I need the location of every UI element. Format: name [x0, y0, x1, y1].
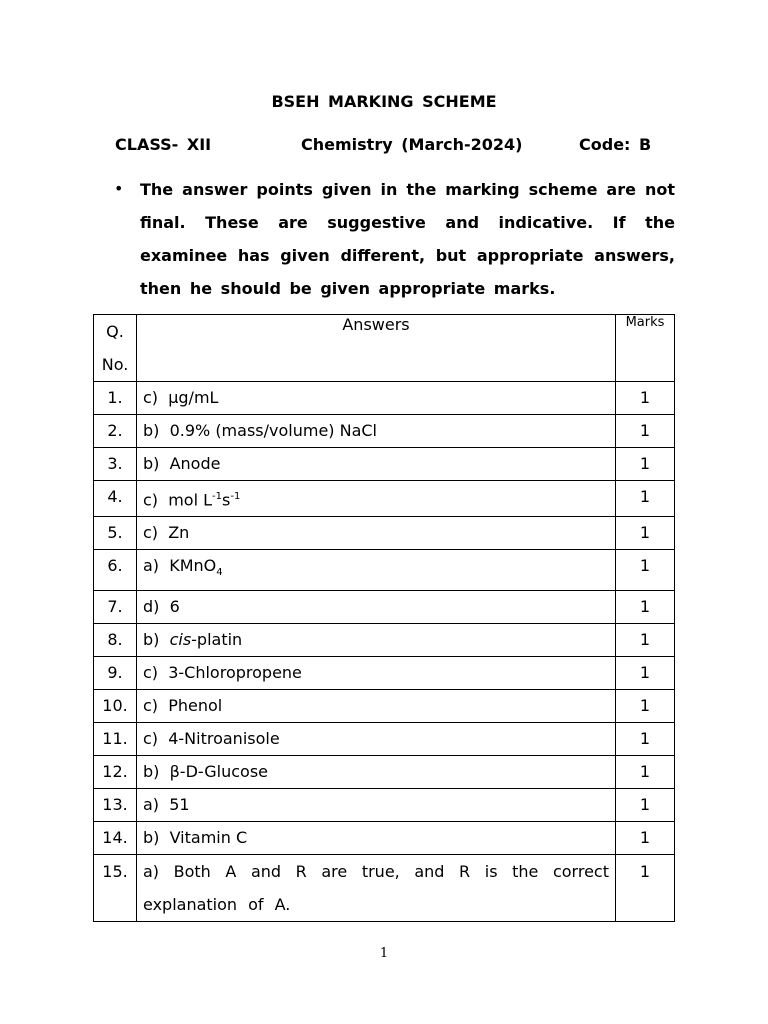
marks-cell: 1	[616, 689, 675, 722]
answer-cell: b) cis-platin	[137, 623, 616, 656]
answer-cell: c) 4-Nitroanisole	[137, 722, 616, 755]
table-row	[94, 590, 675, 623]
marks-cell: 1	[616, 722, 675, 755]
marks-cell: 1	[616, 481, 675, 517]
header-qno: Q. No.	[94, 315, 137, 382]
code-label: Code: B	[579, 135, 652, 154]
table-row	[94, 689, 675, 722]
question-number: 7.	[94, 590, 137, 623]
question-number: 11.	[94, 722, 137, 755]
marks-cell: 1	[616, 854, 675, 921]
answer-cell: a) Both A and R are true, and R is the correct explanation of A.	[137, 854, 616, 921]
marks-cell: 1	[616, 550, 675, 590]
answer-cell: b) β-D-Glucose	[137, 755, 616, 788]
question-number: 12.	[94, 755, 137, 788]
answer-cell: d) 6	[137, 590, 616, 623]
subject-label: Chemistry (March-2024)	[301, 135, 523, 154]
answers-table	[93, 314, 675, 922]
marks-cell: 1	[616, 517, 675, 550]
marks-cell: 1	[616, 821, 675, 854]
table-row	[94, 623, 675, 656]
answer-cell: c) Zn	[137, 517, 616, 550]
answer-cell: a) 51	[137, 788, 616, 821]
answer-cell: c) µg/mL	[137, 382, 616, 415]
question-number: 8.	[94, 623, 137, 656]
answer-cell: c) Phenol	[137, 689, 616, 722]
marks-cell: 1	[616, 656, 675, 689]
table-row	[94, 382, 675, 415]
table-row	[94, 448, 675, 481]
question-number: 15.	[94, 854, 137, 921]
question-number: 6.	[94, 550, 137, 590]
marks-cell: 1	[616, 755, 675, 788]
table-row	[94, 755, 675, 788]
marks-cell: 1	[616, 590, 675, 623]
answer-cell: b) 0.9% (mass/volume) NaCl	[137, 415, 616, 448]
marks-cell: 1	[616, 788, 675, 821]
table-row	[94, 788, 675, 821]
answer-cell: a) KMnO$_4$	[137, 550, 616, 590]
answer-cell: b) Anode	[137, 448, 616, 481]
marks-cell: 1	[616, 623, 675, 656]
document-title: BSEH MARKING SCHEME	[271, 92, 497, 111]
question-number: 14.	[94, 821, 137, 854]
table-row	[94, 722, 675, 755]
marks-cell: 1	[616, 382, 675, 415]
question-number: 5.	[94, 517, 137, 550]
marks-cell: 1	[616, 415, 675, 448]
question-number: 13.	[94, 788, 137, 821]
question-number: 10.	[94, 689, 137, 722]
table-row	[94, 481, 675, 517]
question-number: 3.	[94, 448, 137, 481]
instruction-text: The answer points given in the marking scheme are not final. These are suggestive and indicative. If the examinee has given different, but appropriate answers, then he should be given appropriate marks.	[140, 180, 675, 298]
table-row	[94, 550, 675, 590]
table-row	[94, 854, 675, 921]
bullet-icon: •	[114, 179, 124, 198]
question-number: 4.	[94, 481, 137, 517]
marks-cell: 1	[616, 448, 675, 481]
answer-cell: c) mol $L^{-1}s^{-1}$	[137, 481, 616, 517]
answer-cell: b) Vitamin C	[137, 821, 616, 854]
table-row	[94, 656, 675, 689]
class-label: CLASS- XII	[115, 135, 212, 154]
table-row	[94, 415, 675, 448]
question-number: 2.	[94, 415, 137, 448]
page-number: 1	[379, 946, 389, 961]
table-header-row	[94, 315, 675, 382]
header-marks: Marks	[616, 315, 675, 382]
answer-cell: c) 3-Chloropropene	[137, 656, 616, 689]
question-number: 1.	[94, 382, 137, 415]
header-answers: Answers	[137, 315, 616, 382]
table-row	[94, 821, 675, 854]
table-row	[94, 517, 675, 550]
question-number: 9.	[94, 656, 137, 689]
